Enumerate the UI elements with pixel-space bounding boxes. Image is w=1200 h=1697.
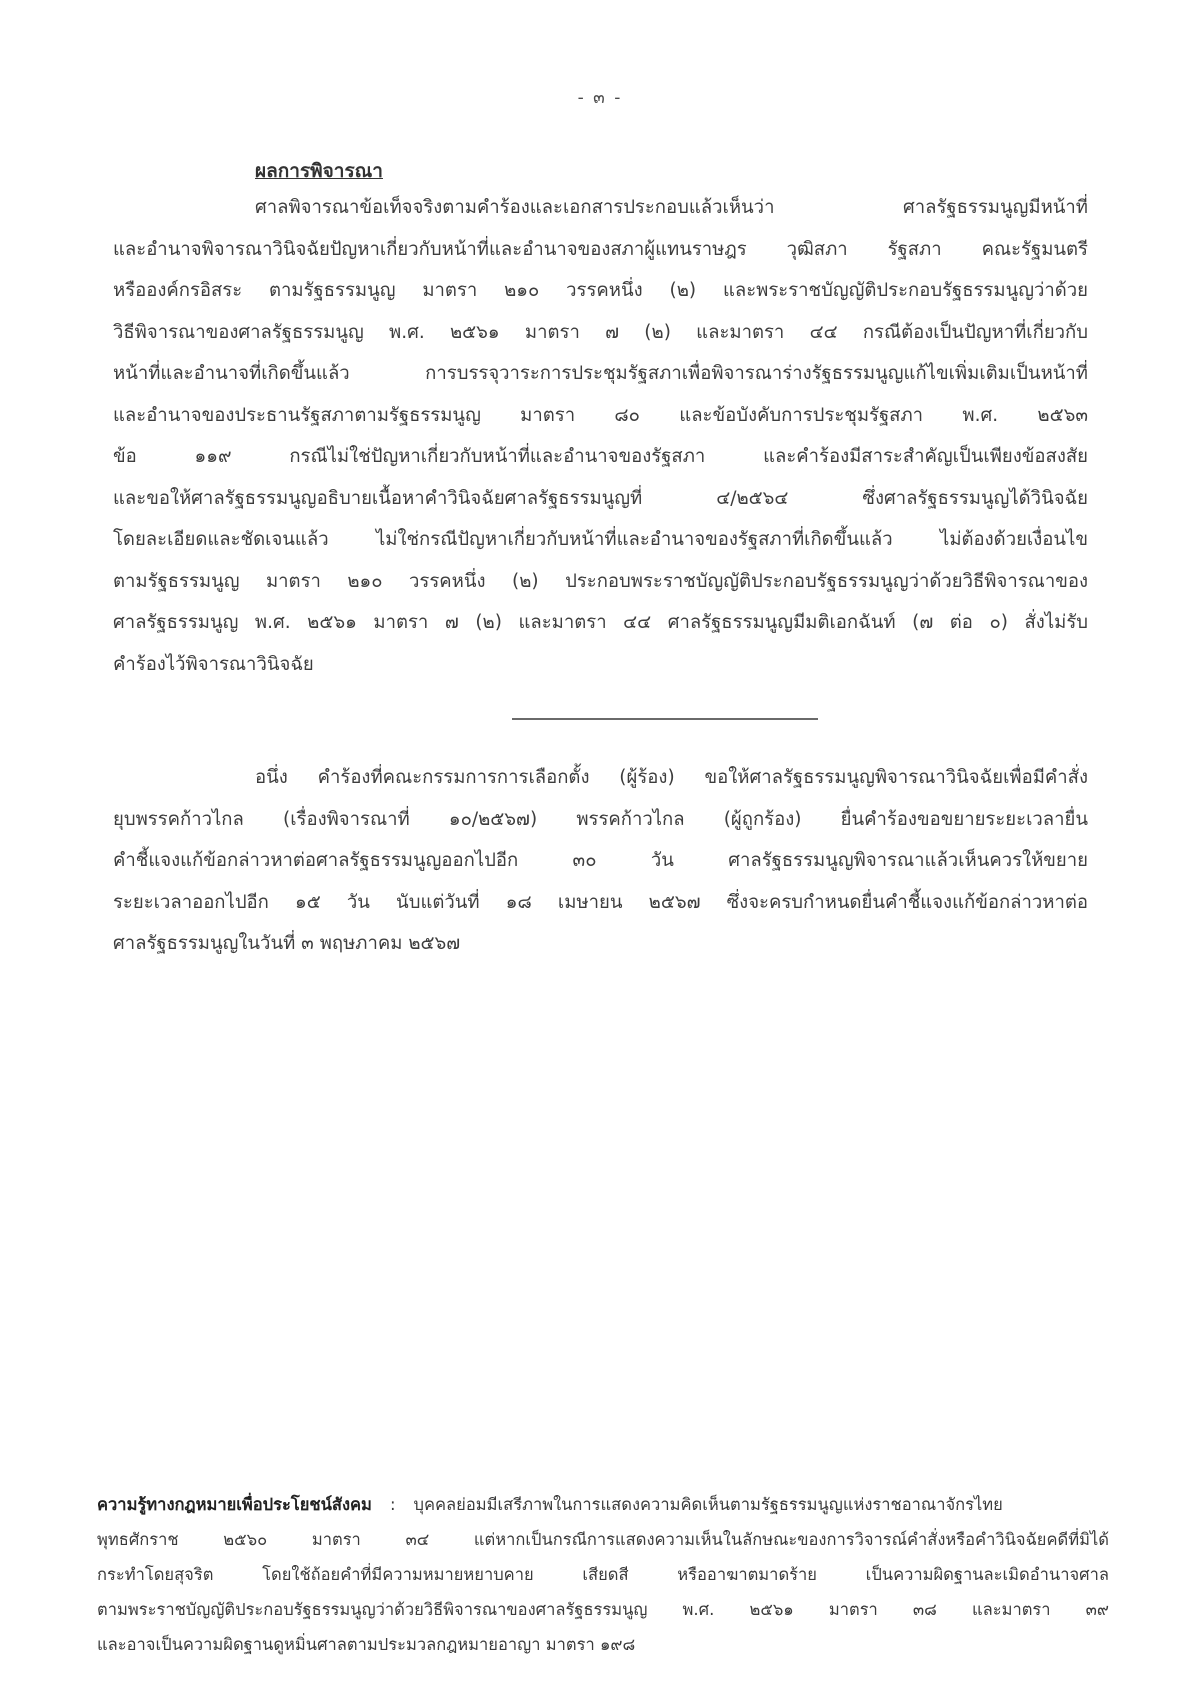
- section-divider: [512, 718, 818, 720]
- paragraph-line: ตามรัฐธรรมนูญ มาตรา ๒๑๐ วรรคหนึ่ง (๒) ประกอบพระราชบัญญัติประกอบรัฐธรรมนูญว่าด้วยวิธีพิจารณาของ: [113, 570, 1088, 592]
- paragraph-line: ศาลพิจารณาข้อเท็จจริงตามคำร้องและเอกสารประกอบแล้วเห็นว่า ศาลรัฐธรรมนูญมีหน้าที่: [255, 197, 1088, 218]
- page-number: - ๓ -: [577, 88, 623, 108]
- section-heading: ผลการพิจารณา: [255, 160, 383, 182]
- paragraph-line: หน้าที่และอำนาจที่เกิดขึ้นแล้ว การบรรจุวาระการประชุมรัฐสภาเพื่อพิจารณาร่างรัฐธรรมนูญแก้ไขเพิ่มเติมเป็นหน้าที่: [113, 363, 1088, 384]
- paragraph-line: และอำนาจพิจารณาวินิจฉัยปัญหาเกี่ยวกับหน้าที่และอำนาจของสภาผู้แทนราษฎร วุฒิสภา รัฐสภา คณะรัฐมนตรี: [113, 238, 1088, 260]
- legal-knowledge-footer: [97, 1487, 1109, 1662]
- footer-line: พุทธศักราช ๒๕๖๐ มาตรา ๓๔ แต่หากเป็นกรณีการแสดงความเห็นในลักษณะของการวิจารณ์คำสั่งหรือคำวินิจฉัยคดีที่มิได้: [97, 1530, 1109, 1549]
- footer-line: ตามพระราชบัญญัติประกอบรัฐธรรมนูญว่าด้วยวิธีพิจารณาของศาลรัฐธรรมนูญ พ.ศ. ๒๕๖๑ มาตรา ๓๘ และมาตรา ๓๙: [97, 1600, 1109, 1619]
- paragraph-line: ศาลรัฐธรรมนูญ พ.ศ. ๒๕๖๑ มาตรา ๗ (๒) และมาตรา ๔๔ ศาลรัฐธรรมนูญมีมติเอกฉันท์ (๗ ต่อ ๐) สั่งไม่รับ: [113, 612, 1088, 633]
- paragraph-line: โดยละเอียดและชัดเจนแล้ว ไม่ใช่กรณีปัญหาเกี่ยวกับหน้าที่และอำนาจของรัฐสภาที่เกิดขึ้นแล้ว ไม่ต้องด้วยเงื่อนไข: [113, 529, 1088, 550]
- additional-note-paragraph: [113, 757, 1088, 965]
- paragraph-line: และขอให้ศาลรัฐธรรมนูญอธิบายเนื้อหาคำวินิจฉัยศาลรัฐธรรมนูญที่ ๔/๒๕๖๔ ซึ่งศาลรัฐธรรมนูญได้วินิจฉัย: [113, 487, 1088, 509]
- paragraph-line: ศาลรัฐธรรมนูญในวันที่ ๓ พฤษภาคม ๒๕๖๗: [113, 933, 461, 954]
- paragraph-line: วิธีพิจารณาของศาลรัฐธรรมนูญ พ.ศ. ๒๕๖๑ มาตรา ๗ (๒) และมาตรา ๔๔ กรณีต้องเป็นปัญหาที่เกี่ยวกับ: [113, 321, 1088, 343]
- footer-text: บุคคลย่อมมีเสรีภาพในการแสดงความคิดเห็นตามรัฐธรรมนูญแห่งราชอาณาจักรไทย: [413, 1495, 1003, 1514]
- footer-first-line: [97, 1487, 1109, 1522]
- ruling-paragraph: [113, 187, 1088, 685]
- paragraph-line: อนึ่ง คำร้องที่คณะกรรมการการเลือกตั้ง (ผู้ร้อง) ขอให้ศาลรัฐธรรมนูญพิจารณาวินิจฉัยเพื่อมีคำสั่ง: [255, 767, 1088, 788]
- paragraph-line: และอำนาจของประธานรัฐสภาตามรัฐธรรมนูญ มาตรา ๘๐ และข้อบังคับการประชุมรัฐสภา พ.ศ. ๒๕๖๓: [113, 404, 1088, 426]
- paragraph-line: คำชี้แจงแก้ข้อกล่าวหาต่อศาลรัฐธรรมนูญออกไปอีก ๓๐ วัน ศาลรัฐธรรมนูญพิจารณาแล้วเห็นควรให้ขยาย: [113, 850, 1088, 871]
- paragraph-line: ข้อ ๑๑๙ กรณีไม่ใช่ปัญหาเกี่ยวกับหน้าที่และอำนาจของรัฐสภา และคำร้องมีสาระสำคัญเป็นเพียงข้อสงสัย: [113, 446, 1088, 467]
- footer-line: และอาจเป็นความผิดฐานดูหมิ่นศาลตามประมวลกฎหมายอาญา มาตรา ๑๙๘: [97, 1635, 636, 1654]
- footer-separator: :: [389, 1495, 396, 1514]
- paragraph-line: ระยะเวลาออกไปอีก ๑๕ วัน นับแต่วันที่ ๑๘ เมษายน ๒๕๖๗ ซึ่งจะครบกำหนดยื่นคำชี้แจงแก้ข้อกล่าวหาต่อ: [113, 891, 1088, 913]
- paragraph-line: คำร้องไว้พิจารณาวินิจฉัย: [113, 653, 314, 675]
- footer-line: กระทำโดยสุจริต โดยใช้ถ้อยคำที่มีความหมายหยาบคาย เสียดสี หรืออาฆาตมาดร้าย เป็นความผิดฐานละเมิดอำนาจศาล: [97, 1565, 1109, 1584]
- paragraph-line: หรือองค์กรอิสระ ตามรัฐธรรมนูญ มาตรา ๒๑๐ วรรคหนึ่ง (๒) และพระราชบัญญัติประกอบรัฐธรรมนูญว่าด้วย: [113, 280, 1088, 301]
- paragraph-line: ยุบพรรคก้าวไกล (เรื่องพิจารณาที่ ๑๐/๒๕๖๗) พรรคก้าวไกล (ผู้ถูกร้อง) ยื่นคำร้องขอขยายระยะเวลายื่น: [113, 808, 1088, 830]
- footer-title: ความรู้ทางกฎหมายเพื่อประโยชน์สังคม: [97, 1495, 372, 1514]
